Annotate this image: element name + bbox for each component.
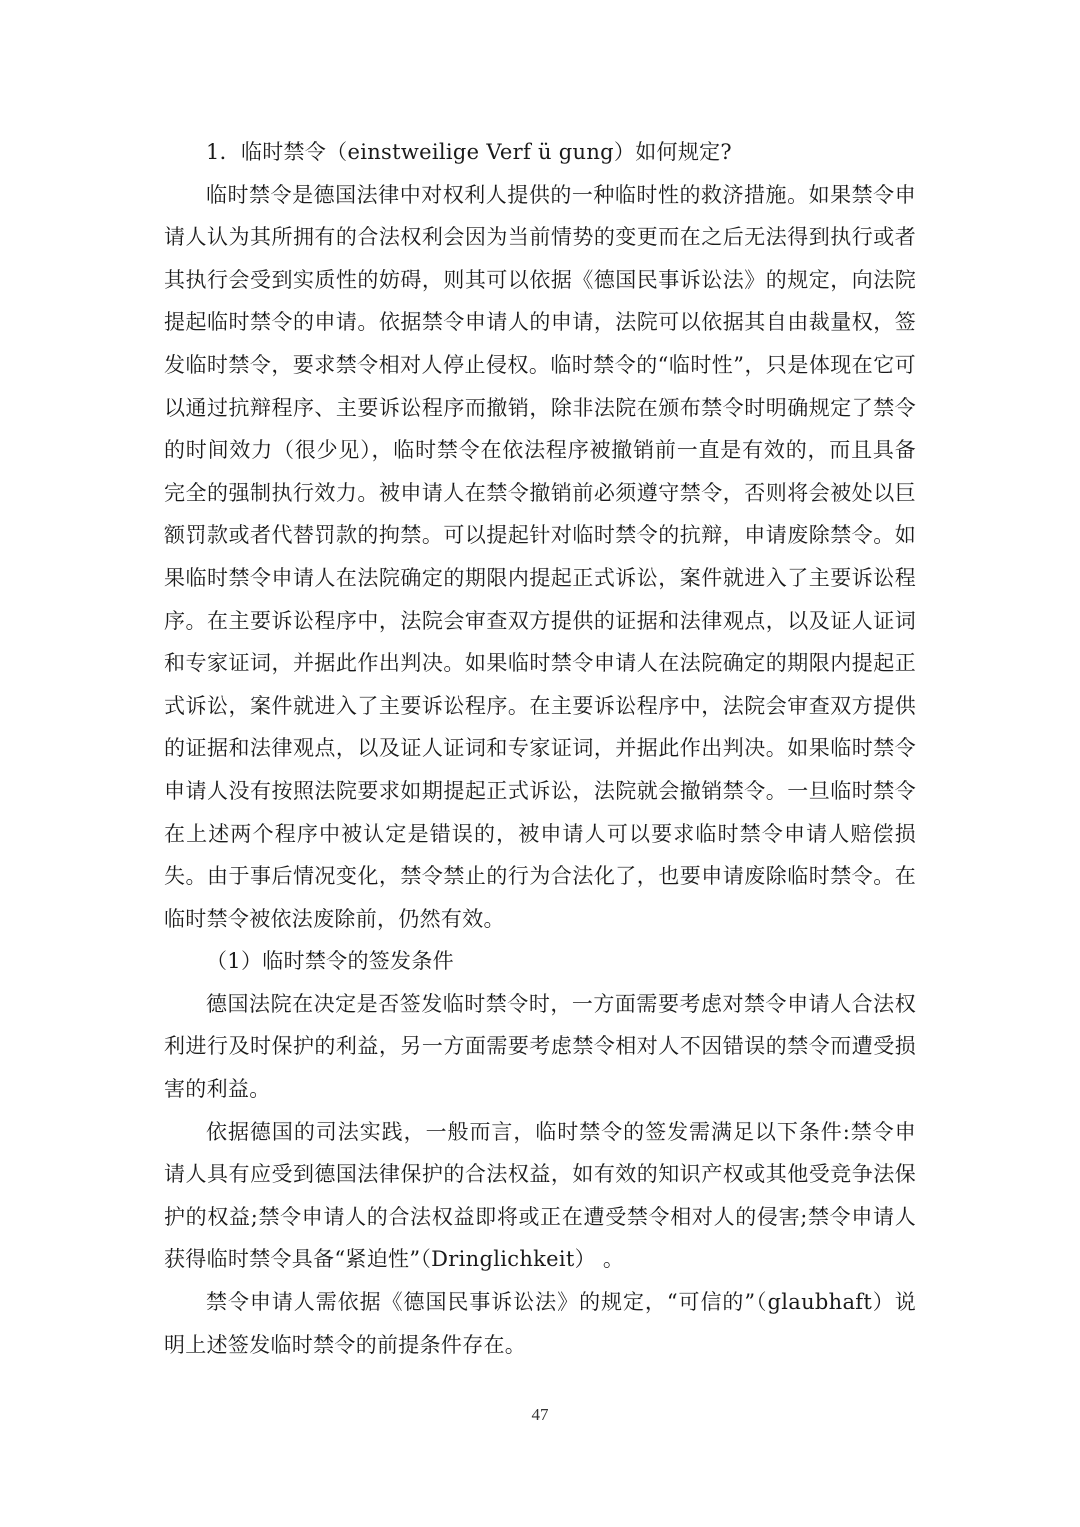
page-number: 47 — [531, 1405, 549, 1424]
document-body — [164, 131, 916, 1366]
paragraph-considerations: 德国法院在决定是否签发临时禁令时，一方面需要考虑对禁令申请人合法权利进行及时保护的利益，另一方面需要考虑禁令相对人不因错误的禁令而遭受损害的利益。 — [164, 991, 916, 1102]
paragraph-conditions: 依据德国的司法实践，一般而言，临时禁令的签发需满足以下条件:禁令申请人具有应受到德国法律保护的合法权益，如有效的知识产权或其他受竞争法保护的权益;禁令申请人的合法权益即将或正在遭受禁令相对人的侵害;禁令申请人获得临时禁令具备“紧迫性”（Dringlichkeit） 。 — [164, 1119, 916, 1272]
paragraph-provisional-injunction: 临时禁令是德国法律中对权利人提供的一种临时性的救济措施。如果禁令申请人认为其所拥有的合法权利会因为当前情势的变更而在之后无法得到执行或者其执行会受到实质性的妨碍，则其可以依据《德国民事诉讼法》的规定，向法院提起临时禁令的申请。依据禁令申请人的申请，法院可以依据其自由裁量权，签发临时禁令，要求禁令相对人停止侵权。临时禁令的“临时性”，只是体现在它可以通过抗辩程序、主要诉讼程序而撤销，除非法院在颁布禁令时明确规定了禁令的时间效力（很少见），临时禁令在依法程序被撤销前一直是有效的，而且具备完全的强制执行效力。被申请人在禁令撤销前必须遵守禁令，否则将会被处以巨额罚款或者代替罚款的拘禁。可以提起针对临时禁令的抗辩，申请废除禁令。如果临时禁令申请人在法院确定的期限内提起正式诉讼，案件就进入了主要诉讼程序。在主要诉讼程序中，法院会审查双方提供的证据和法律观点，以及证人证词和专家证词，并据此作出判决。如果临时禁令申请人在法院确定的期限内提起正式诉讼，案件就进入了主要诉讼程序。在主要诉讼程序中，法院会审查双方提供的证据和法律观点，以及证人证词和专家证词，并据此作出判决。如果临时禁令申请人没有按照法院要求如期提起正式诉讼，法院就会撤销禁令。一旦临时禁令在上述两个程序中被认定是错误的，被申请人可以要求临时禁令申请人赔偿损失。由于事后情况变化，禁令禁止的行为合法化了，也要申请废除临时禁令。在临时禁令被依法废除前，仍然有效。 — [164, 182, 916, 931]
subsection-heading: （1）临时禁令的签发条件 — [206, 949, 454, 974]
section-heading: 1．临时禁令（einstweilige Verf ü gung）如何规定? — [206, 140, 732, 164]
paragraph-credibility: 禁令申请人需依据《德国民事诉讼法》的规定，“可信的”（glaubhaft）说明上述签发临时禁令的前提条件存在。 — [164, 1290, 916, 1357]
